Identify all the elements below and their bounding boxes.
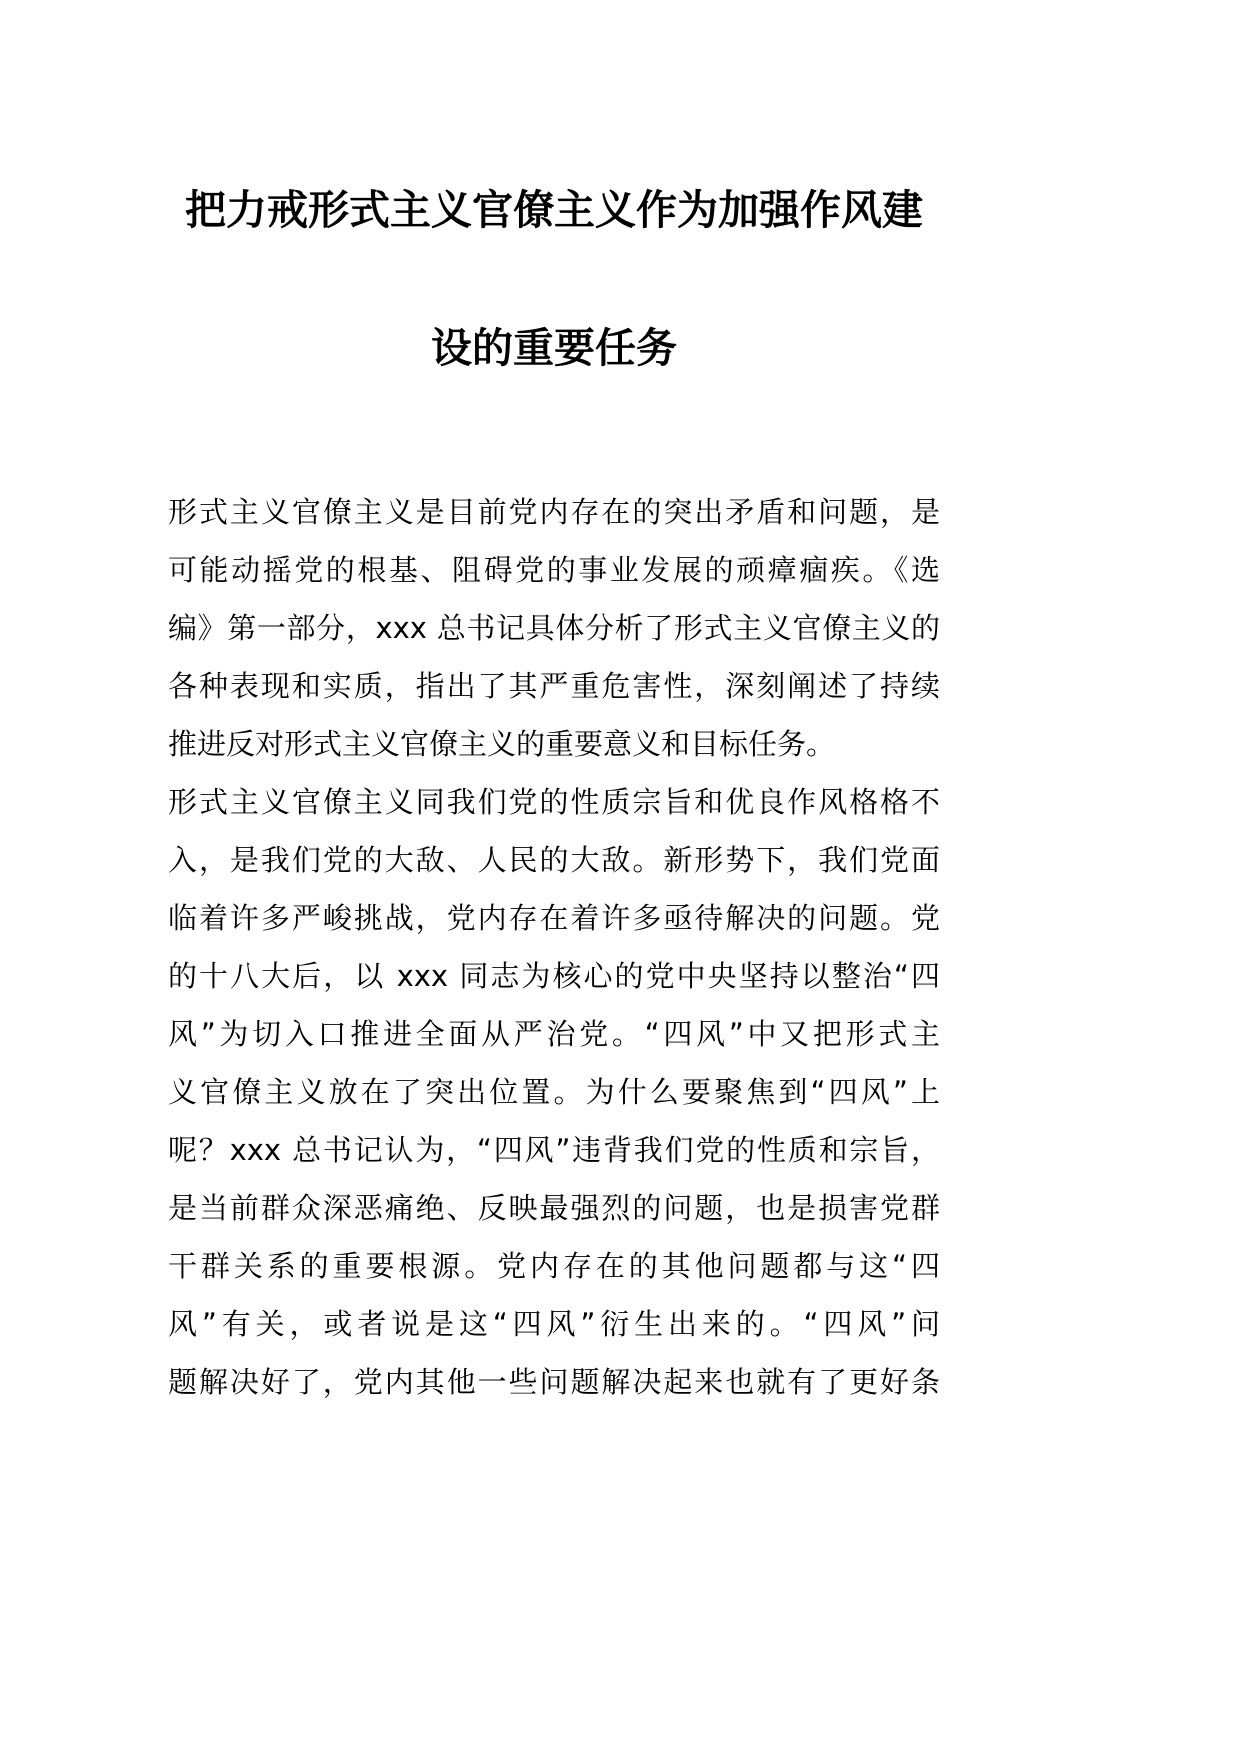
text-line: 是当前群众深恶痛绝、反映最强烈的问题，也是损害党群 <box>168 1191 940 1225</box>
text-line: 义官僚主义放在了突出位置。为什么要聚焦到“四风”上 <box>168 1075 940 1109</box>
paragraph-1 <box>168 483 940 773</box>
text-line: 题解决好了，党内其他一些问题解决起来也就有了更好条 <box>168 1365 940 1399</box>
document-title-line-1: 把力戒形式主义官僚主义作为加强作风建 <box>185 186 923 234</box>
text-line: 的十八大后，以 xxx 同志为核心的党中央坚持以整治“四 <box>168 959 940 993</box>
document-body <box>168 483 940 1411</box>
text-line: 入，是我们党的大敌、人民的大敌。新形势下，我们党面 <box>168 843 940 877</box>
text-line: 呢？xxx 总书记认为，“四风”违背我们党的性质和宗旨， <box>168 1133 940 1167</box>
text-line: 编》第一部分，xxx 总书记具体分析了形式主义官僚主义的 <box>168 611 940 645</box>
text-line: 形式主义官僚主义是目前党内存在的突出矛盾和问题，是 <box>168 495 940 529</box>
text-line: 可能动摇党的根基、阻碍党的事业发展的顽瘴痼疾。《选 <box>168 553 940 587</box>
text-line: 各种表现和实质，指出了其严重危害性，深刻阐述了持续 <box>168 669 940 703</box>
text-line: 干群关系的重要根源。党内存在的其他问题都与这“四 <box>168 1249 940 1283</box>
document-title-line-2: 设的重要任务 <box>431 324 677 372</box>
paragraph-2 <box>168 773 940 1411</box>
text-line: 推进反对形式主义官僚主义的重要意义和目标任务。 <box>168 727 836 761</box>
text-line: 临着许多严峻挑战，党内存在着许多亟待解决的问题。党 <box>168 901 940 935</box>
text-line: 形式主义官僚主义同我们党的性质宗旨和优良作风格格不 <box>168 785 940 819</box>
text-line: 风”有关，或者说是这“四风”衍生出来的。“四风”问 <box>168 1307 940 1341</box>
text-line: 风”为切入口推进全面从严治党。“四风”中又把形式主 <box>168 1017 940 1051</box>
